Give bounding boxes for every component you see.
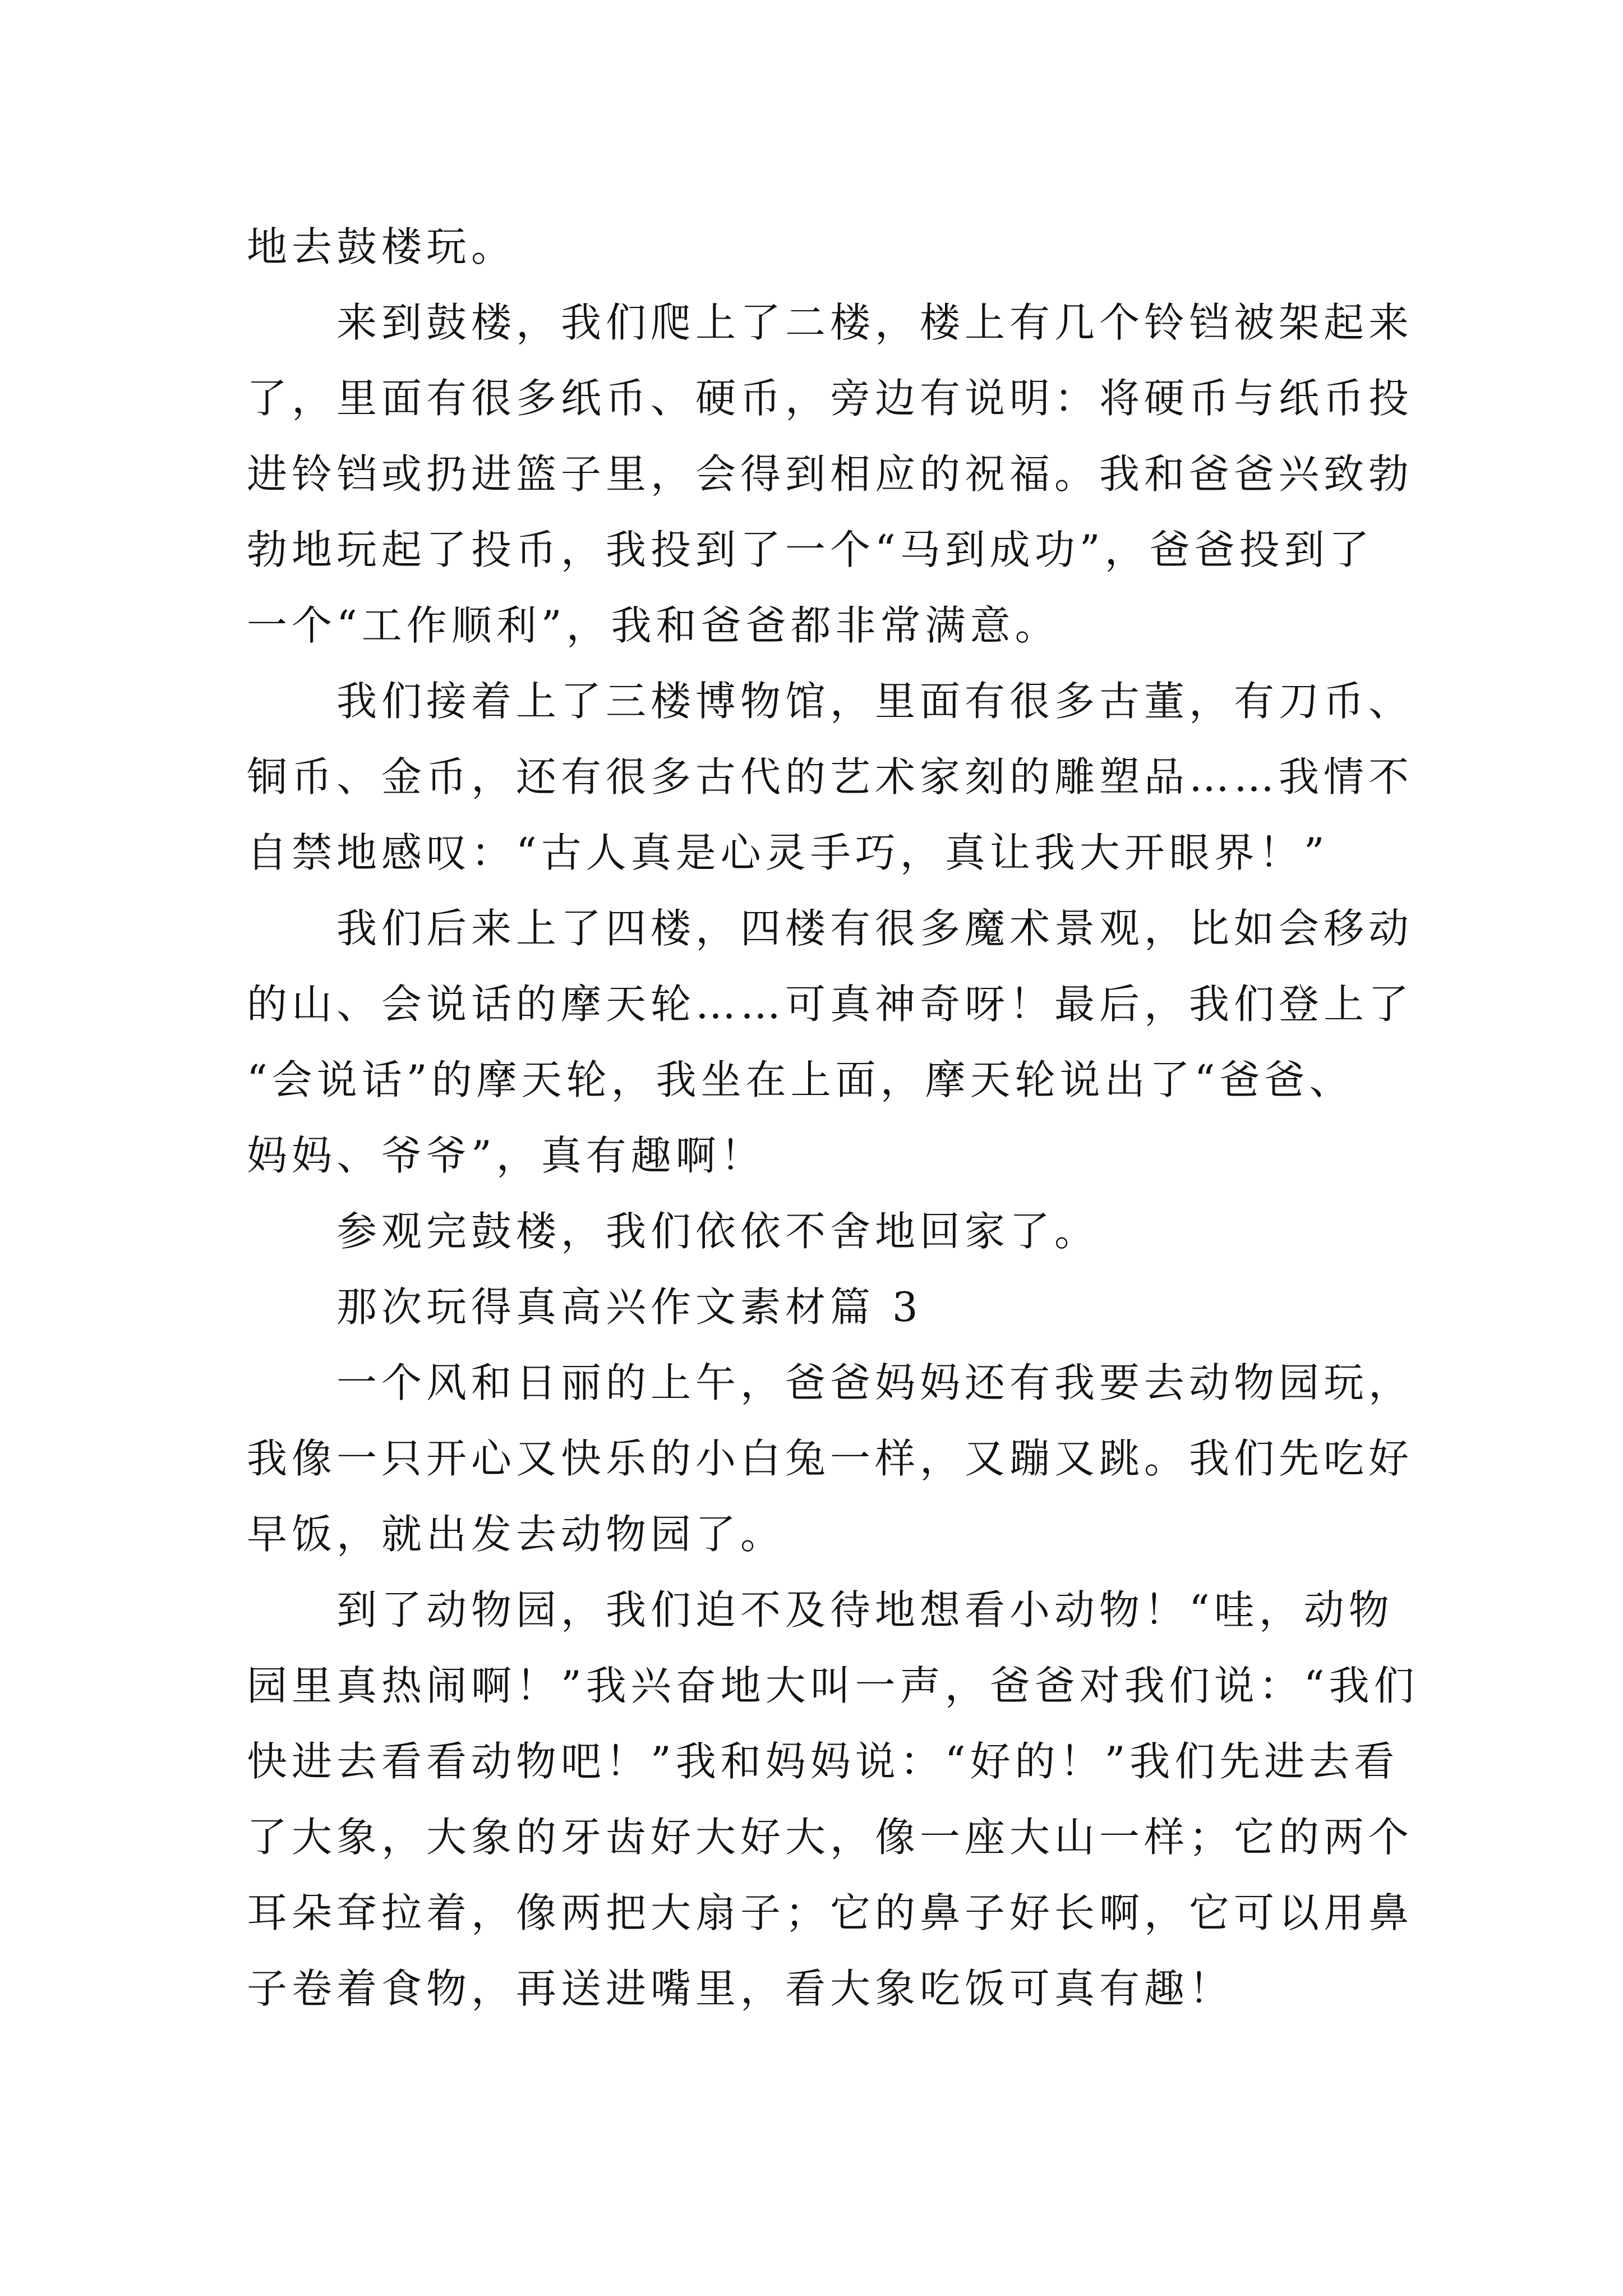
paragraph-first-line: 一个风和日丽的上午，爸爸妈妈还有我要去动物园玩，: [336, 1359, 1414, 1406]
text-line: 了大象，大象的牙齿好大好大，像一座大山一样；它的两个: [247, 1814, 1414, 1861]
text-line: 耳朵耷拉着，像两把大扇子；它的鼻子好长啊，它可以用鼻: [247, 1889, 1414, 1936]
text-line: 妈妈、爷爷”，真有趣啊！: [247, 1132, 766, 1179]
text-line: 早饭，就出发去动物园了。: [247, 1511, 786, 1558]
text-line: 勃地玩起了投币，我投到了一个“马到成功”，爸爸投到了: [247, 526, 1374, 573]
paragraph-first-line: 来到鼓楼，我们爬上了二楼，楼上有几个铃铛被架起来: [336, 299, 1414, 346]
text-line: 快进去看看动物吧！”我和妈妈说：“好的！”我们先进去看: [247, 1738, 1399, 1785]
section-heading: 那次玩得真高兴作文素材篇 3: [336, 1283, 923, 1331]
text-line: 了，里面有很多纸币、硬币，旁边有说明：将硬币与纸币投: [247, 375, 1414, 422]
paragraph-first-line: 我们后来上了四楼，四楼有很多魔术景观，比如会移动: [336, 905, 1414, 952]
text-line: 地去鼓楼玩。: [247, 223, 517, 270]
text-line: “会说话”的摩天轮，我坐在上面，摩天轮说出了“爸爸、: [247, 1056, 1354, 1103]
paragraph-first-line: 参观完鼓楼，我们依依不舍地回家了。: [336, 1208, 1100, 1255]
text-line: 自禁地感叹：“古人真是心灵手巧，真让我大开眼界！”: [247, 829, 1329, 876]
text-line: 子卷着食物，再送进嘴里，看大象吃饭可真有趣！: [247, 1965, 1234, 2012]
paragraph-first-line: 我们接着上了三楼博物馆，里面有很多古董，有刀币、: [336, 678, 1414, 725]
text-line: 铜币、金币，还有很多古代的艺术家刻的雕塑品……我情不: [247, 753, 1414, 800]
text-line: 我像一只开心又快乐的小白兔一样，又蹦又跳。我们先吃好: [247, 1435, 1414, 1482]
text-line: 的山、会说话的摩天轮……可真神奇呀！最后，我们登上了: [247, 981, 1414, 1028]
text-line: 一个“工作顺利”，我和爸爸都非常满意。: [247, 602, 1060, 649]
text-line: 园里真热闹啊！”我兴奋地大叫一声，爸爸对我们说：“我们: [247, 1662, 1419, 1709]
text-line: 进铃铛或扔进篮子里，会得到相应的祝福。我和爸爸兴致勃: [247, 450, 1414, 498]
paragraph-first-line: 到了动物园，我们迫不及待地想看小动物！“哇，动物: [336, 1586, 1394, 1634]
